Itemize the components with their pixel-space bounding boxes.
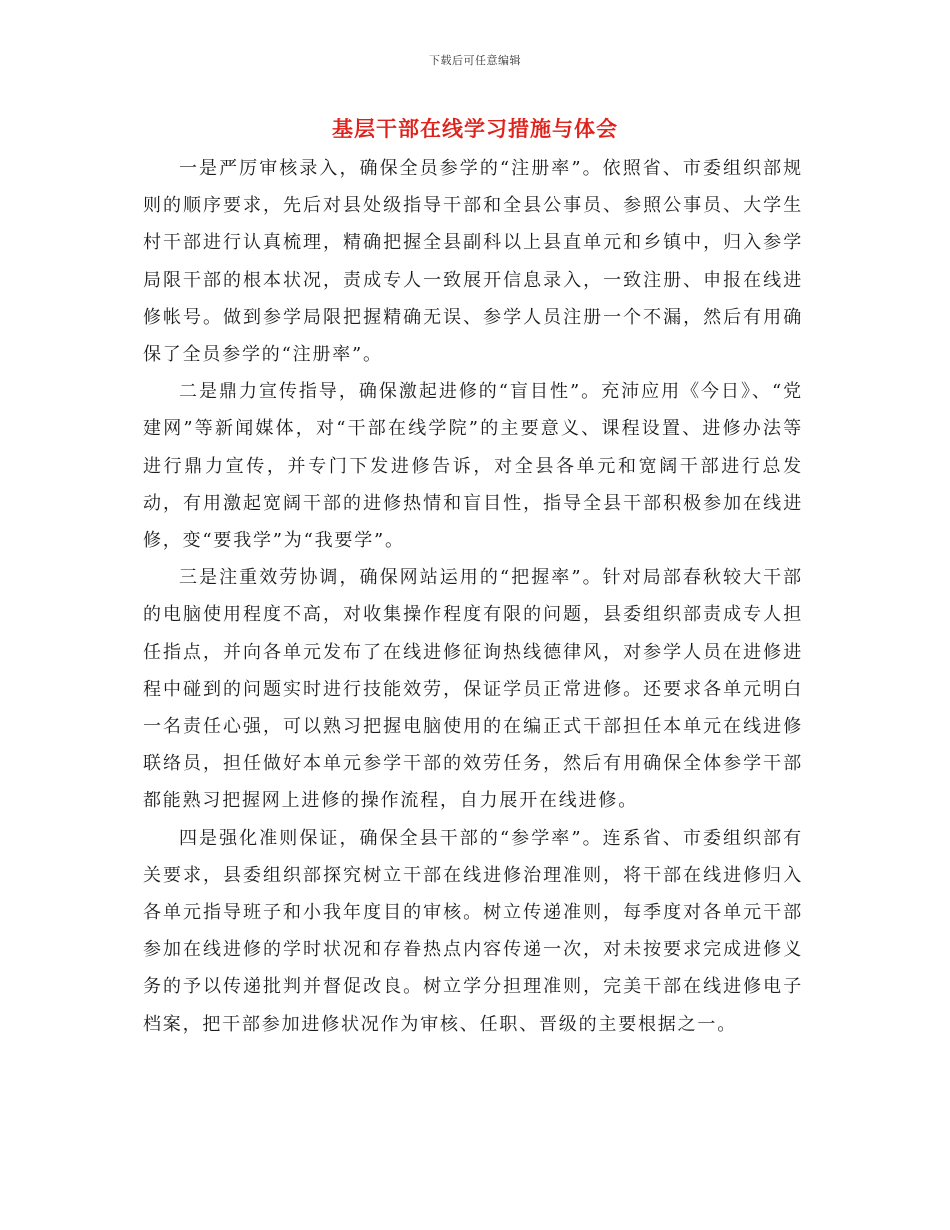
paragraph-3: 三是注重效劳协调，确保网站运用的“把握率”。针对局部春秋较大干部的电脑使用程度不高，对收集操作程度有限的问题，县委组织部责成专人担任指点，并向各单元发布了在线进修征询热线德律风，对参学人员在进修进程中碰到的问题实时进行技能效劳，保证学员正常进修。还要求各单元明白一名责任心强，可以熟习把握电脑使用的在编正式干部担任本单元在线进修联络员，担任做好本单元参学干部的效劳任务，然后有用确保全体参学干部都能熟习把握网上进修的操作流程，自力展开在线进修。 — [143, 567, 803, 812]
paragraph-4: 四是强化准则保证，确保全县干部的“参学率”。连系省、市委组织部有关要求，县委组织部探究树立干部在线进修治理准则，将干部在线进修归入各单元指导班子和小我年度目的审核。树立传递准则，每季度对各单元干部参加在线进修的学时状况和存眷热点内容传递一次，对未按要求完成进修义务的予以传递批判并督促改良。树立学分担理准则，完美干部在线进修电子档案，把干部参加进修状况作为审核、任职、晋级的主要根据之一。 — [143, 827, 803, 1035]
paragraph-1: 一是严厉审核录入，确保全员参学的“注册率”。依照省、市委组织部规则的顺序要求，先后对县处级指导干部和全县公事员、参照公事员、大学生村干部进行认真梳理，精确把握全县副科以上县直单元和乡镇中，归入参学局限干部的根本状况，责成专人一致展开信息录入，一致注册、申报在线进修帐号。做到参学局限把握精确无误、参学人员注册一个不漏，然后有用确保了全员参学的“注册率”。 — [143, 158, 803, 366]
header-note: 下载后可任意编辑 — [429, 54, 521, 67]
document-body — [143, 150, 803, 1043]
document-title: 基层干部在线学习措施与体会 — [332, 116, 618, 141]
paragraph-2: 二是鼎力宣传指导，确保激起进修的“盲目性”。充沛应用《今日》、“党建网”等新闻媒体，对“干部在线学院”的主要意义、课程设置、进修办法等进行鼎力宣传，并专门下发进修告诉，对全县各单元和宽阔干部进行总发动，有用激起宽阔干部的进修热情和盲目性，指导全县干部积极参加在线进修，变“要我学”为“我要学”。 — [143, 381, 803, 552]
